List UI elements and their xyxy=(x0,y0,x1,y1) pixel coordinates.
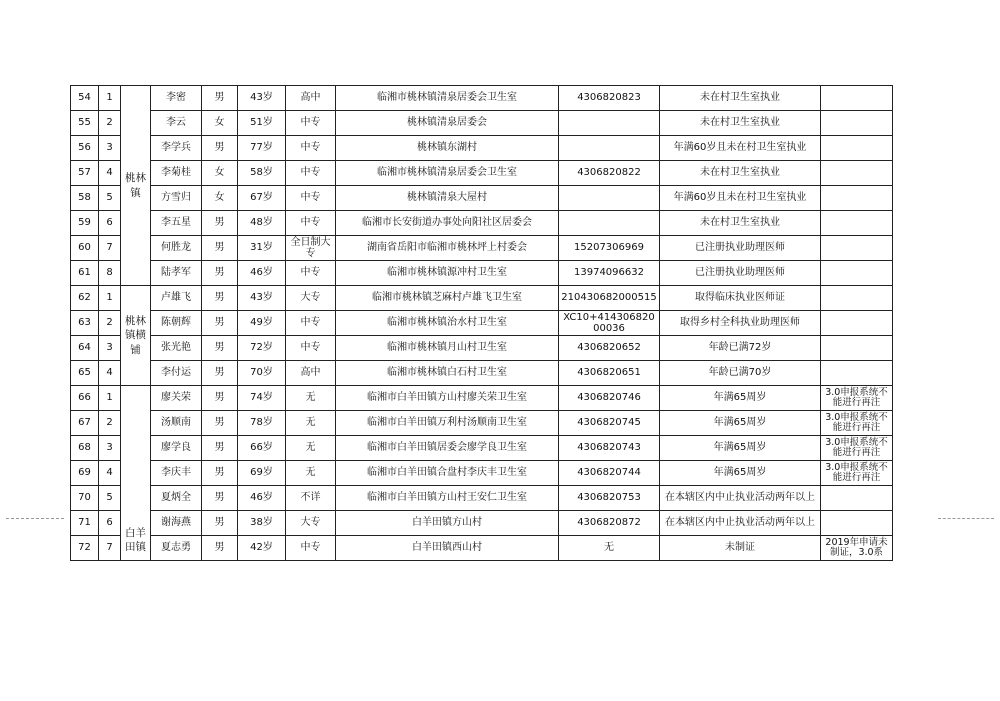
name-cell: 夏志勇 xyxy=(151,536,202,561)
code-cell: 4306820872 xyxy=(559,511,660,536)
education-cell: 大专 xyxy=(286,511,336,536)
code-cell xyxy=(559,111,660,136)
name-cell: 张光艳 xyxy=(151,336,202,361)
name-cell: 李庆丰 xyxy=(151,461,202,486)
table-row xyxy=(71,186,893,211)
town-cell: 桃林镇 xyxy=(121,86,151,286)
table-row xyxy=(71,136,893,161)
note-cell: 3.0申报系统不能进行再注 xyxy=(821,386,893,411)
note-cell xyxy=(821,361,893,386)
age-cell: 69岁 xyxy=(238,461,286,486)
row-index: 55 xyxy=(71,111,99,136)
row-index: 60 xyxy=(71,236,99,261)
code-cell: XC10+41430682000036 xyxy=(559,311,660,336)
table-row xyxy=(71,411,893,436)
table-row xyxy=(71,486,893,511)
row-index: 64 xyxy=(71,336,99,361)
row-index: 67 xyxy=(71,411,99,436)
status-cell: 年满60岁且未在村卫生室执业 xyxy=(660,186,821,211)
sub-index: 4 xyxy=(99,461,121,486)
unit-cell: 临湘市白羊田镇万利村汤顺南卫生室 xyxy=(336,411,559,436)
status-cell: 已注册执业助理医师 xyxy=(660,261,821,286)
table-row xyxy=(71,511,893,536)
age-cell: 46岁 xyxy=(238,261,286,286)
unit-cell: 临湘市桃林镇清泉居委会卫生室 xyxy=(336,86,559,111)
code-cell xyxy=(559,211,660,236)
education-cell: 无 xyxy=(286,386,336,411)
row-index: 59 xyxy=(71,211,99,236)
age-cell: 78岁 xyxy=(238,411,286,436)
name-cell: 李菊桂 xyxy=(151,161,202,186)
unit-cell: 白羊田镇方山村 xyxy=(336,511,559,536)
town-cell: 桃林镇横铺 xyxy=(121,286,151,386)
education-cell: 中专 xyxy=(286,186,336,211)
unit-cell: 临湘市桃林镇月山村卫生室 xyxy=(336,336,559,361)
code-cell xyxy=(559,186,660,211)
unit-cell: 临湘市长安街道办事处向阳社区居委会 xyxy=(336,211,559,236)
education-cell: 大专 xyxy=(286,286,336,311)
code-cell: 无 xyxy=(559,536,660,561)
age-cell: 31岁 xyxy=(238,236,286,261)
table-row xyxy=(71,261,893,286)
gender-cell: 女 xyxy=(202,186,238,211)
row-index: 61 xyxy=(71,261,99,286)
note-cell: 3.0申报系统不能进行再注 xyxy=(821,461,893,486)
sub-index: 3 xyxy=(99,136,121,161)
status-cell: 在本辖区内中止执业活动两年以上 xyxy=(660,511,821,536)
row-index: 62 xyxy=(71,286,99,311)
code-cell: 4306820823 xyxy=(559,86,660,111)
name-cell: 陈朝辉 xyxy=(151,311,202,336)
note-cell xyxy=(821,161,893,186)
sub-index: 4 xyxy=(99,361,121,386)
gender-cell: 男 xyxy=(202,136,238,161)
note-cell xyxy=(821,311,893,336)
unit-cell: 临湘市桃林镇源冲村卫生室 xyxy=(336,261,559,286)
sub-index: 7 xyxy=(99,236,121,261)
status-cell: 年满65周岁 xyxy=(660,436,821,461)
status-cell: 年满65周岁 xyxy=(660,411,821,436)
status-cell: 年龄已满72岁 xyxy=(660,336,821,361)
gender-cell: 男 xyxy=(202,486,238,511)
note-cell xyxy=(821,336,893,361)
row-index: 56 xyxy=(71,136,99,161)
gender-cell: 男 xyxy=(202,236,238,261)
education-cell: 无 xyxy=(286,436,336,461)
education-cell: 高中 xyxy=(286,361,336,386)
row-index: 58 xyxy=(71,186,99,211)
note-cell: 3.0申报系统不能进行再注 xyxy=(821,411,893,436)
name-cell: 廖关荣 xyxy=(151,386,202,411)
age-cell: 74岁 xyxy=(238,386,286,411)
unit-cell: 临湘市桃林镇芝麻村卢雄飞卫生室 xyxy=(336,286,559,311)
sub-index: 2 xyxy=(99,411,121,436)
unit-cell: 临湘市桃林镇清泉居委会卫生室 xyxy=(336,161,559,186)
sub-index: 1 xyxy=(99,386,121,411)
note-cell: 3.0申报系统不能进行再注 xyxy=(821,436,893,461)
age-cell: 38岁 xyxy=(238,511,286,536)
name-cell: 夏炳全 xyxy=(151,486,202,511)
table-row xyxy=(71,211,893,236)
code-cell: 15207306969 xyxy=(559,236,660,261)
row-index: 68 xyxy=(71,436,99,461)
education-cell: 中专 xyxy=(286,536,336,561)
row-index: 57 xyxy=(71,161,99,186)
note-cell xyxy=(821,86,893,111)
unit-cell: 桃林镇清泉大屋村 xyxy=(336,186,559,211)
age-cell: 77岁 xyxy=(238,136,286,161)
code-cell: 4306820651 xyxy=(559,361,660,386)
gender-cell: 男 xyxy=(202,86,238,111)
sub-index: 6 xyxy=(99,511,121,536)
status-cell: 年满65周岁 xyxy=(660,386,821,411)
gender-cell: 男 xyxy=(202,461,238,486)
gender-cell: 男 xyxy=(202,311,238,336)
sub-index: 4 xyxy=(99,161,121,186)
education-cell: 无 xyxy=(286,461,336,486)
name-cell: 汤顺南 xyxy=(151,411,202,436)
gender-cell: 男 xyxy=(202,386,238,411)
gender-cell: 男 xyxy=(202,336,238,361)
education-cell: 无 xyxy=(286,411,336,436)
note-cell xyxy=(821,186,893,211)
name-cell: 方雪归 xyxy=(151,186,202,211)
name-cell: 陆孝军 xyxy=(151,261,202,286)
note-cell xyxy=(821,236,893,261)
name-cell: 李密 xyxy=(151,86,202,111)
row-index: 63 xyxy=(71,311,99,336)
name-cell: 李付运 xyxy=(151,361,202,386)
table-row xyxy=(71,461,893,486)
status-cell: 取得临床执业医师证 xyxy=(660,286,821,311)
gender-cell: 男 xyxy=(202,411,238,436)
note-cell xyxy=(821,211,893,236)
unit-cell: 临湘市白羊田镇方山村王安仁卫生室 xyxy=(336,486,559,511)
note-cell xyxy=(821,486,893,511)
unit-cell: 湖南省岳阳市临湘市桃林坪上村委会 xyxy=(336,236,559,261)
row-index: 54 xyxy=(71,86,99,111)
unit-cell: 临湘市白羊田镇合盘村李庆丰卫生室 xyxy=(336,461,559,486)
row-index: 66 xyxy=(71,386,99,411)
unit-cell: 临湘市白羊田镇方山村廖关荣卫生室 xyxy=(336,386,559,411)
code-cell: 4306820753 xyxy=(559,486,660,511)
name-cell: 李五星 xyxy=(151,211,202,236)
status-cell: 未在村卫生室执业 xyxy=(660,161,821,186)
age-cell: 58岁 xyxy=(238,161,286,186)
status-cell: 未在村卫生室执业 xyxy=(660,111,821,136)
status-cell: 在本辖区内中止执业活动两年以上 xyxy=(660,486,821,511)
personnel-table xyxy=(70,85,893,561)
table-row xyxy=(71,161,893,186)
age-cell: 42岁 xyxy=(238,536,286,561)
sub-index: 3 xyxy=(99,436,121,461)
age-cell: 43岁 xyxy=(238,286,286,311)
table-row xyxy=(71,536,893,561)
table-row xyxy=(71,311,893,336)
status-cell: 年满65周岁 xyxy=(660,461,821,486)
note-cell xyxy=(821,261,893,286)
sub-index: 8 xyxy=(99,261,121,286)
table-row xyxy=(71,386,893,411)
status-cell: 已注册执业助理医师 xyxy=(660,236,821,261)
education-cell: 中专 xyxy=(286,211,336,236)
status-cell: 年满60岁且未在村卫生室执业 xyxy=(660,136,821,161)
code-cell xyxy=(559,136,660,161)
sub-index: 3 xyxy=(99,336,121,361)
note-cell xyxy=(821,111,893,136)
row-index: 71 xyxy=(71,511,99,536)
age-cell: 67岁 xyxy=(238,186,286,211)
education-cell: 中专 xyxy=(286,336,336,361)
unit-cell: 临湘市桃林镇白石村卫生室 xyxy=(336,361,559,386)
education-cell: 中专 xyxy=(286,136,336,161)
sub-index: 5 xyxy=(99,486,121,511)
education-cell: 中专 xyxy=(286,261,336,286)
gender-cell: 男 xyxy=(202,361,238,386)
age-cell: 66岁 xyxy=(238,436,286,461)
unit-cell: 临湘市桃林镇治水村卫生室 xyxy=(336,311,559,336)
unit-cell: 桃林镇东湖村 xyxy=(336,136,559,161)
gender-cell: 男 xyxy=(202,211,238,236)
sub-index: 6 xyxy=(99,211,121,236)
status-cell: 年龄已满70岁 xyxy=(660,361,821,386)
gender-cell: 男 xyxy=(202,536,238,561)
table-row xyxy=(71,436,893,461)
status-cell: 未制证 xyxy=(660,536,821,561)
table-row xyxy=(71,111,893,136)
name-cell: 何胜龙 xyxy=(151,236,202,261)
education-cell: 中专 xyxy=(286,161,336,186)
row-index: 70 xyxy=(71,486,99,511)
code-cell: 4306820744 xyxy=(559,461,660,486)
status-cell: 取得乡村全科执业助理医师 xyxy=(660,311,821,336)
code-cell: 4306820743 xyxy=(559,436,660,461)
scan-edge-mark-right xyxy=(938,518,994,519)
name-cell: 李学兵 xyxy=(151,136,202,161)
sub-index: 1 xyxy=(99,86,121,111)
table-row xyxy=(71,236,893,261)
gender-cell: 男 xyxy=(202,436,238,461)
name-cell: 谢海燕 xyxy=(151,511,202,536)
note-cell: 2019年申请未制证，3.0系 xyxy=(821,536,893,561)
sub-index: 7 xyxy=(99,536,121,561)
name-cell: 卢雄飞 xyxy=(151,286,202,311)
name-cell: 廖学良 xyxy=(151,436,202,461)
row-index: 72 xyxy=(71,536,99,561)
education-cell: 中专 xyxy=(286,311,336,336)
age-cell: 46岁 xyxy=(238,486,286,511)
gender-cell: 女 xyxy=(202,111,238,136)
sub-index: 5 xyxy=(99,186,121,211)
scan-edge-mark-left xyxy=(6,518,64,519)
age-cell: 51岁 xyxy=(238,111,286,136)
status-cell: 未在村卫生室执业 xyxy=(660,211,821,236)
table-row xyxy=(71,361,893,386)
code-cell: 4306820745 xyxy=(559,411,660,436)
gender-cell: 男 xyxy=(202,511,238,536)
education-cell: 高中 xyxy=(286,86,336,111)
town-cell: 白羊田镇 xyxy=(121,386,151,561)
note-cell xyxy=(821,511,893,536)
age-cell: 48岁 xyxy=(238,211,286,236)
status-cell: 未在村卫生室执业 xyxy=(660,86,821,111)
age-cell: 49岁 xyxy=(238,311,286,336)
row-index: 69 xyxy=(71,461,99,486)
education-cell: 不详 xyxy=(286,486,336,511)
unit-cell: 桃林镇清泉居委会 xyxy=(336,111,559,136)
sub-index: 2 xyxy=(99,311,121,336)
sub-index: 1 xyxy=(99,286,121,311)
name-cell: 李云 xyxy=(151,111,202,136)
age-cell: 70岁 xyxy=(238,361,286,386)
unit-cell: 白羊田镇西山村 xyxy=(336,536,559,561)
note-cell xyxy=(821,286,893,311)
gender-cell: 男 xyxy=(202,286,238,311)
row-index: 65 xyxy=(71,361,99,386)
code-cell: 4306820822 xyxy=(559,161,660,186)
education-cell: 中专 xyxy=(286,111,336,136)
gender-cell: 女 xyxy=(202,161,238,186)
code-cell: 4306820652 xyxy=(559,336,660,361)
age-cell: 72岁 xyxy=(238,336,286,361)
education-cell: 全日制大专 xyxy=(286,236,336,261)
code-cell: 4306820746 xyxy=(559,386,660,411)
table-row xyxy=(71,86,893,111)
unit-cell: 临湘市白羊田镇居委会廖学良卫生室 xyxy=(336,436,559,461)
sub-index: 2 xyxy=(99,111,121,136)
age-cell: 43岁 xyxy=(238,86,286,111)
code-cell: 210430682000515 xyxy=(559,286,660,311)
note-cell xyxy=(821,136,893,161)
code-cell: 13974096632 xyxy=(559,261,660,286)
gender-cell: 男 xyxy=(202,261,238,286)
table-row xyxy=(71,286,893,311)
table-row xyxy=(71,336,893,361)
